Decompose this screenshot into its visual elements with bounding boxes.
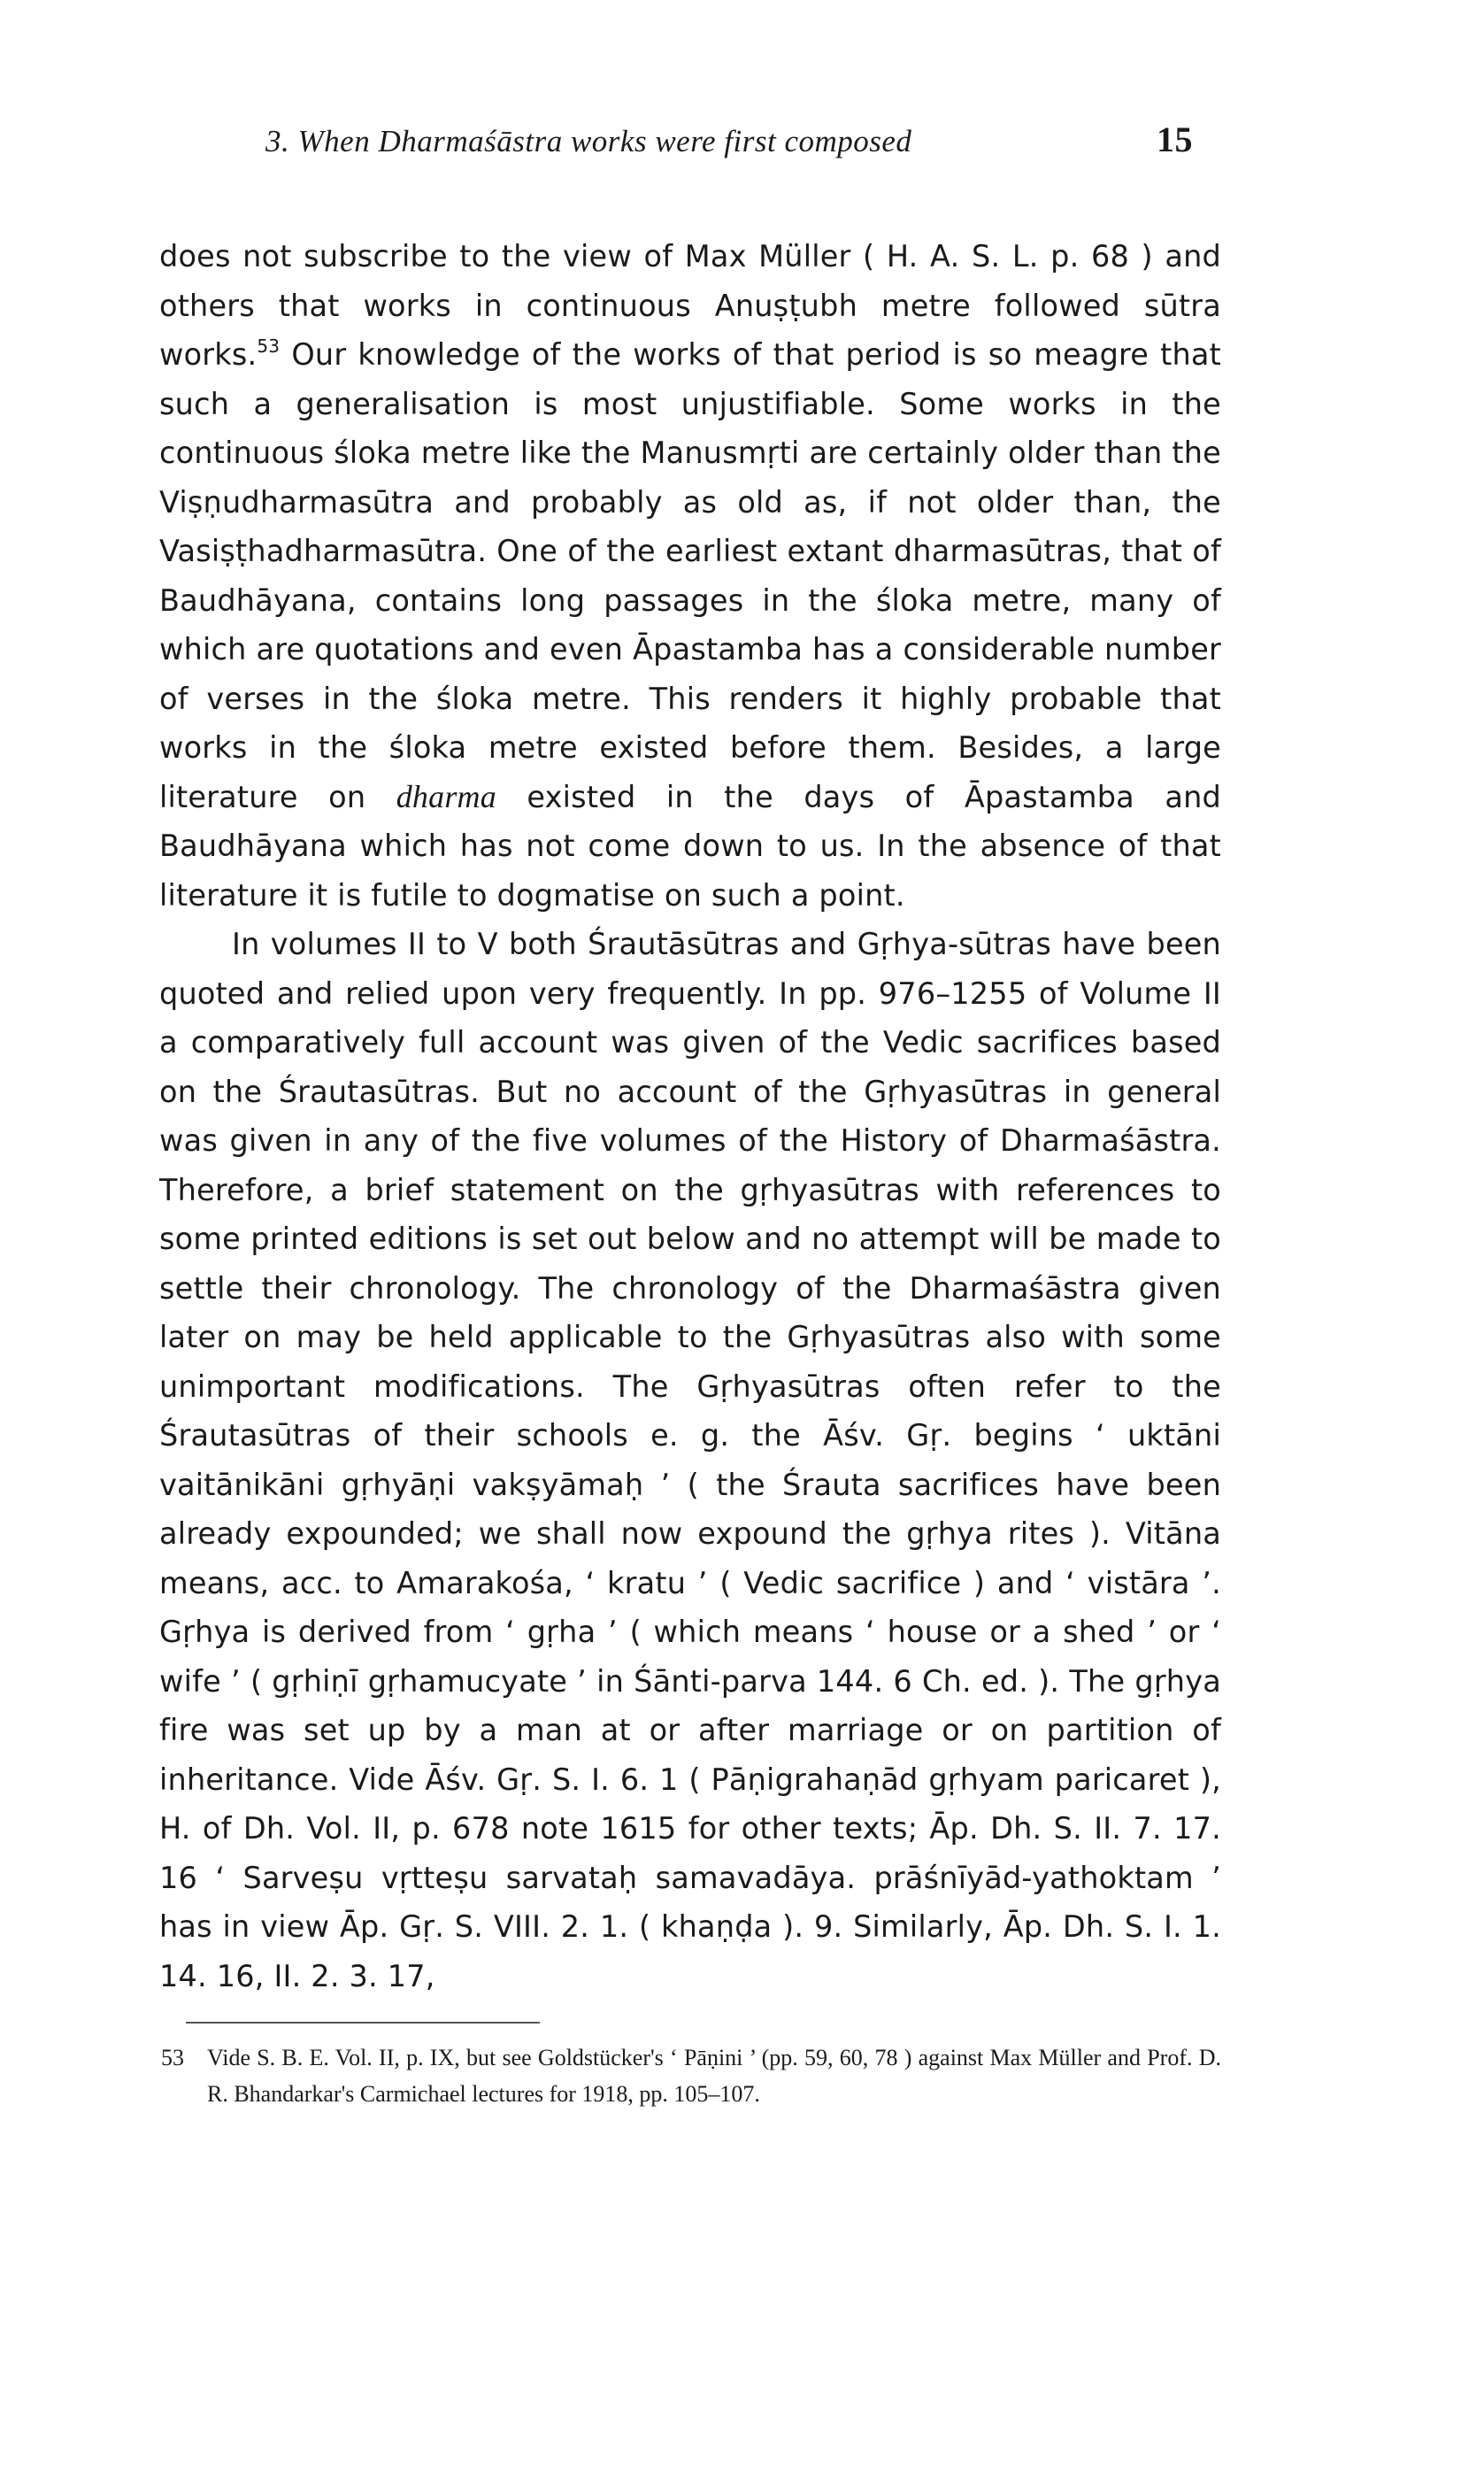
paragraph-1-text-a: does not subscribe to the view of Max Müller ( H. A. S. L. p. 68 ) and others that works in continuous Anuṣṭubh metre followed sūtra works. [159,239,1221,372]
running-head [159,119,1221,177]
main-text [159,232,1221,2001]
paragraph-1-text-c: existed in the days of Āpastamba and Baudhāyana which has not come down to us. In the absence of that literature it is futile to dogmatise on such a point. [159,779,1221,913]
paragraph-1-text-b: Our knowledge of the works of that period is so meagre that such a generalisation is most unjustifiable. Some works in the continuous śloka metre like the Manusmṛti are certainly older than the Viṣṇudharmasūtra and probably as old as, if not older than, the Vasiṣṭhadharmasūtra. One of the earliest extant dharmasūtras, that of Baudhāyana, contains long passages in the śloka metre, many of which are quotations and even Āpastamba has a considerable number of verses in the śloka metre. This renders it highly probable that works in the śloka metre existed before them. Besides, a large literature on [159,337,1221,814]
paragraph-2: In volumes II to V both Śrautāsūtras and Gṛhya-sūtras have been quoted and relied upon very frequently. In pp. 976–1255 of Volume II a comparatively full account was given of the Vedic sacrifices based on the Śrautasūtras. But no account of the Gṛhyasūtras in general was given in any of the five volumes of the History of Dharmaśāstra. Therefore, a brief statement on the gṛhyasūtras with references to some printed editions is set out below and no attempt will be made to settle their chronology. The chronology of the Dharmaśāstra given later on may be held applicable to the Gṛhyasūtras also with some unimportant modifications. The Gṛhyasūtras often refer to the Śrautasūtras of their schools e. g. the Āśv. Gṛ. begins ‘ uktāni vaitānikāni gṛhyāṇi vakṣyāmaḥ ’ ( the Śrauta sacrifices have been already expounded; we shall now expound the gṛhya rites ). Vitāna means, acc. to Amarakośa, ‘ kratu ’ ( Vedic sacrifice ) and ‘ vistāra ’. Gṛhya is derived from ‘ gṛha ’ ( which means ‘ house or a shed ’ or ‘ wife ’ ( gṛhiṇī gṛhamucyate ’ in Śānti-parva 144. 6 Ch. ed. ). The gṛhya fire was set up by a man at or after marriage or on partition of inheritance. Vide Āśv. Gṛ. S. I. 6. 1 ( Pāṇigrahaṇād gṛhyam paricaret ), H. of Dh. Vol. II, p. 678 note 1615 for other texts; Āp. Dh. S. II. 7. 17. 16 ‘ Sarveṣu vṛtteṣu sarvataḥ samavadāya. prāśnīyād-yathoktam ’ has in view Āp. Gṛ. S. VIII. 2. 1. ( khaṇḍa ). 9. Similarly, Āp. Dh. S. I. 1. 14. 16, II. 2. 3. 17, [159,927,1221,1993]
page-number: 15 [1157,119,1193,159]
book-page [159,119,1221,2112]
footnotes [159,2039,1221,2112]
footnote-text: Vide S. B. E. Vol. II, p. IX, but see Goldstücker's ‘ Pāṇini ’ (pp. 59, 60, 78 ) against Max Müller and Prof. D. R. Bhandarkar's Carmichael lectures for 1918, pp. 105–107. [207,2045,1221,2107]
italic-term: dharma [396,778,496,814]
paragraph-1 [159,232,1221,920]
footnote-divider [186,2022,540,2024]
footnote-number: 53 [161,2045,184,2070]
running-title: 3. When Dharmaśāstra works were first composed [265,124,912,158]
footnote [161,2039,1221,2112]
footnote-reference: 53 [257,335,281,357]
